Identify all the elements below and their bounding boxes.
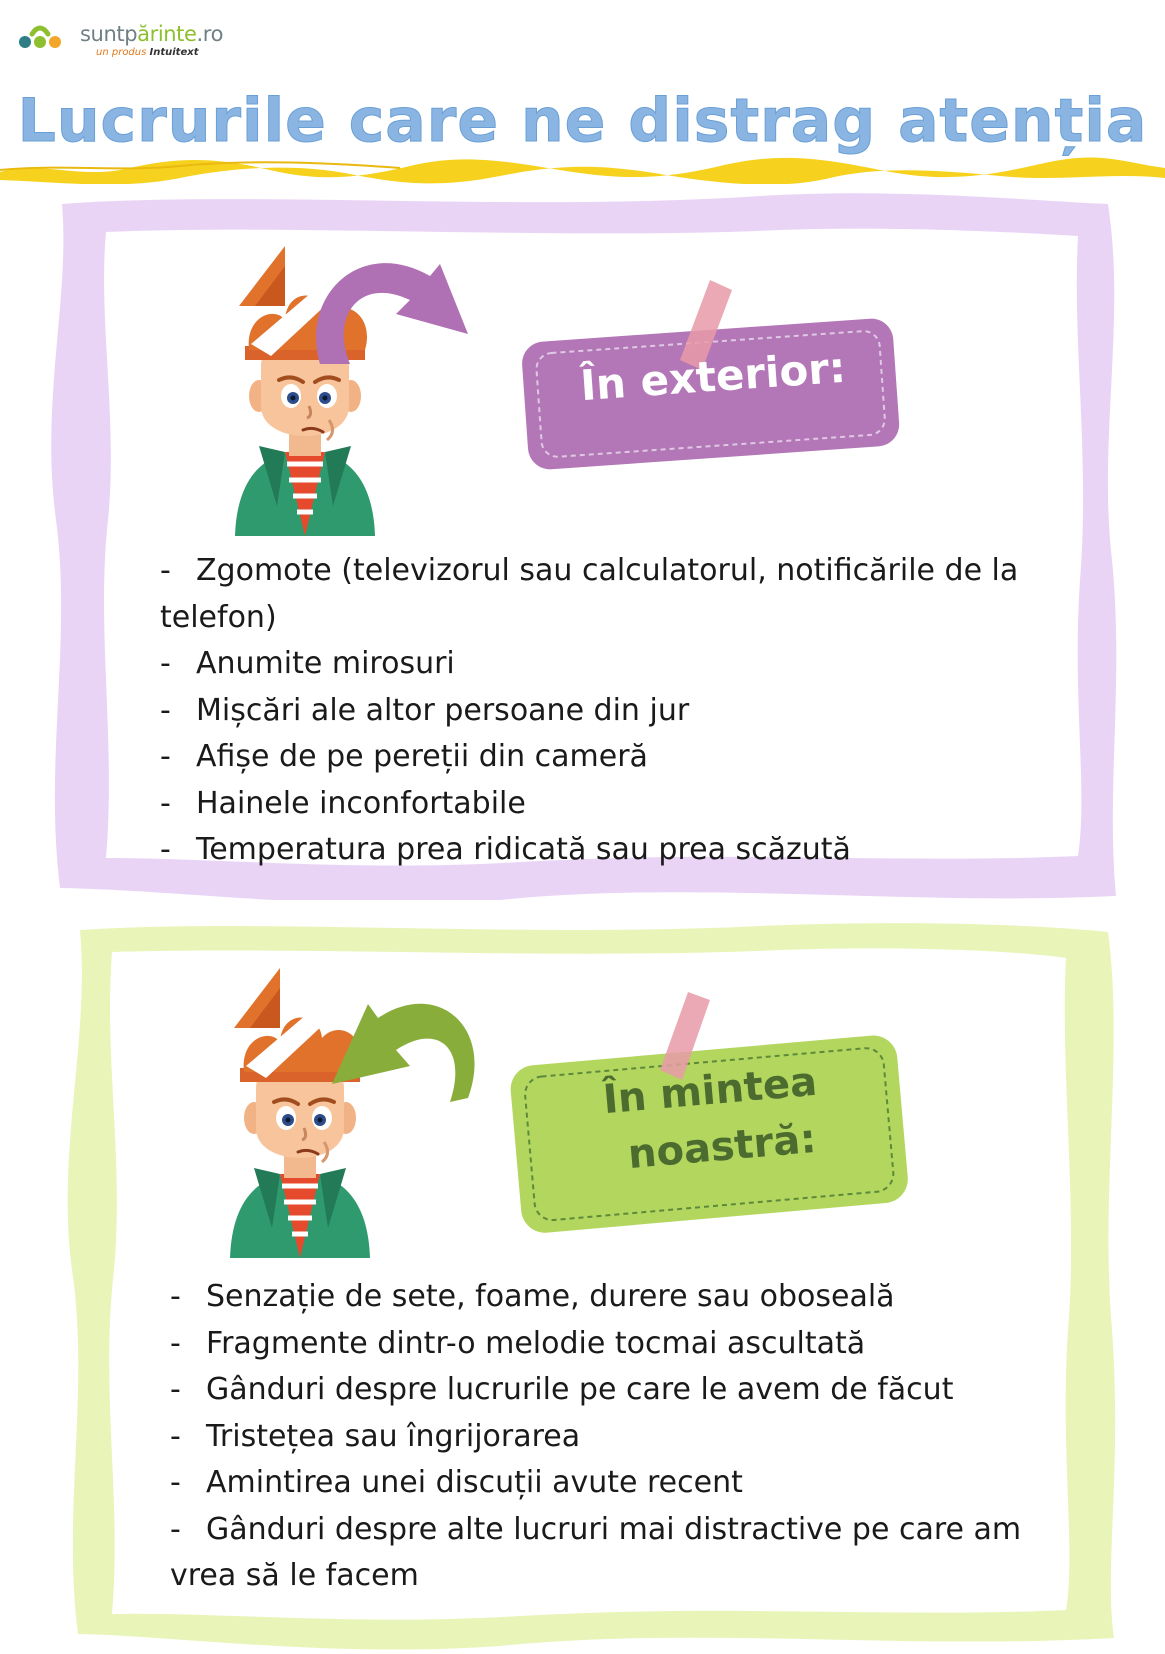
mind-distractions-list (170, 1274, 1050, 1600)
logo-tagline: un produs Intuitext (96, 47, 199, 58)
list-item: - Tristețea sau îngrijorarea (170, 1418, 581, 1454)
list-item: - Gânduri despre lucrurile pe care le avem de făcut (170, 1372, 954, 1407)
list-item: - Anumite mirosuri (160, 646, 455, 681)
list-item: - Gânduri despre alte lucruri mai distractive pe care am vrea să le facem (170, 1511, 1022, 1593)
list-item: - Hainele inconfortabile (160, 785, 526, 821)
label-mind-line1: În mintea (601, 1058, 819, 1124)
label-exterior: În exterior: (578, 342, 848, 411)
curved-arrow-inward-icon (318, 978, 498, 1108)
logo-brand-text: suntpărinte.ro (80, 22, 224, 46)
list-item: - Senzație de sete, foame, durere sau oboseală (170, 1279, 895, 1314)
label-mind-line2: noastră: (626, 1115, 818, 1179)
list-item: - Mișcări ale altor persoane din jur (160, 692, 690, 728)
list-item: - Temperatura prea ridicată sau prea scăzută (160, 832, 851, 867)
list-item: - Zgomote (televizorul sau calculatorul, notificările de la telefon) (160, 553, 1019, 635)
list-item: - Amintirea unei discuții avute recent (170, 1465, 743, 1500)
page-title: Lucrurile care ne distrag atenția (17, 86, 1148, 156)
list-item: - Afișe de pe pereții din cameră (160, 739, 648, 774)
list-item: - Fragmente dintr-o melodie tocmai ascultată (170, 1325, 866, 1361)
